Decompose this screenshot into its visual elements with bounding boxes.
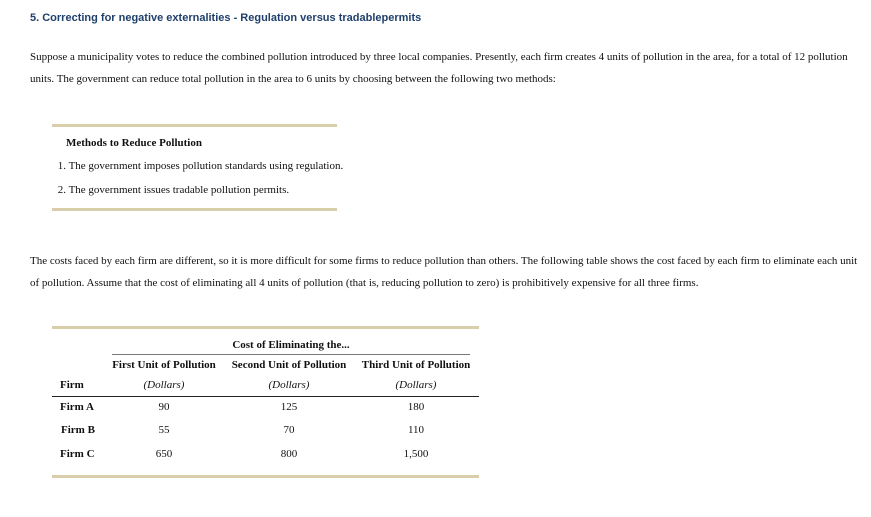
table-cell: 650 <box>155 448 173 460</box>
table-cell: 125 <box>280 401 298 413</box>
method-text: The government issues tradable pollution permits. <box>68 184 290 196</box>
table-cell: 800 <box>280 448 298 460</box>
firm-label: Firm A <box>60 401 94 413</box>
table-cell: 180 <box>407 401 425 413</box>
column-unit: (Dollars) <box>143 379 185 391</box>
intro-paragraph: Suppose a municipality votes to reduce the combined pollution introduced by three local companies. Presently, each firm creates 4 units of pollution in the area, for a total of 12 pollution units. The government can reduce total pollution in the area to 6 units by choosing between the following two methods: <box>30 51 848 85</box>
method-item <box>52 184 289 196</box>
table-cell: 90 <box>158 401 170 413</box>
methods-title: Methods to Reduce Pollution <box>66 137 202 149</box>
method-number: 2. <box>57 184 66 196</box>
column-header: First Unit of Pollution <box>112 359 216 371</box>
costs-paragraph: The costs faced by each firm are different, so it is more difficult for some firms to reduce pollution than others. The following table shows the cost faced by each firm to eliminate each unit of pollution. Assume that the cost of eliminating all 4 units of pollution (that is, reducing pollution to zero) is prohibitively expensive for all three firms. <box>30 255 858 289</box>
method-number: 1. <box>57 160 66 172</box>
column-header: Second Unit of Pollution <box>231 359 347 371</box>
firm-label: Firm C <box>60 448 95 460</box>
group-header-rule <box>112 354 470 355</box>
column-unit: (Dollars) <box>395 379 437 391</box>
table-cell: 70 <box>283 424 295 436</box>
firm-label: Firm B <box>61 424 95 436</box>
table-cell: 55 <box>158 424 170 436</box>
method-item <box>52 160 343 172</box>
method-text: The government imposes pollution standards using regulation. <box>68 160 344 172</box>
column-unit: (Dollars) <box>268 379 310 391</box>
column-header: Third Unit of Pollution <box>361 359 471 371</box>
methods-box <box>52 124 344 211</box>
group-header: Cost of Eliminating the... <box>232 339 350 351</box>
row-header-firm: Firm <box>60 379 84 391</box>
table-cell: 110 <box>407 424 425 436</box>
cost-table <box>52 326 479 478</box>
table-cell: 1,500 <box>403 448 429 460</box>
header-rule <box>52 396 479 397</box>
section-heading: 5. Correcting for negative externalities - Regulation versus tradablepermits <box>30 12 422 24</box>
